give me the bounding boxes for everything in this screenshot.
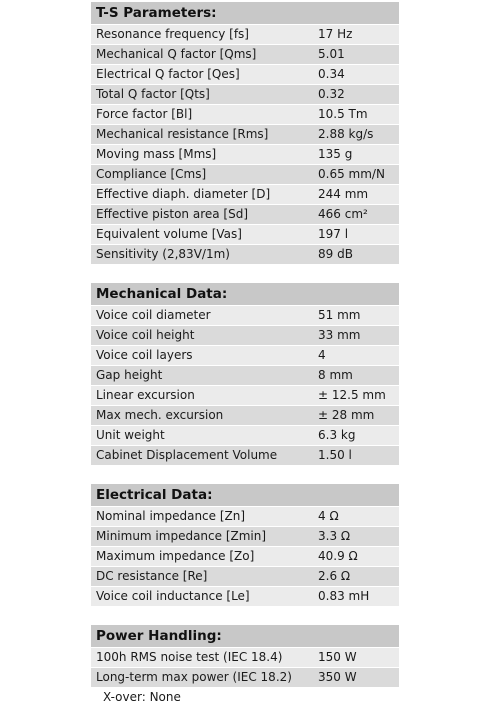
row-value: 51 mm bbox=[318, 308, 361, 322]
xover-note: X-over: None bbox=[103, 690, 181, 704]
row-value: 197 l bbox=[318, 227, 349, 241]
row-label: Compliance [Cms] bbox=[96, 167, 207, 181]
table-row bbox=[91, 306, 399, 326]
table-row bbox=[91, 406, 399, 426]
row-label: Resonance frequency [fs] bbox=[96, 27, 249, 41]
row-label: Voice coil inductance [Le] bbox=[96, 589, 250, 603]
section-title-power: Power Handling: bbox=[91, 625, 399, 648]
table-row bbox=[91, 45, 399, 65]
row-label: Nominal impedance [Zn] bbox=[96, 509, 246, 523]
spec-sheet bbox=[91, 2, 399, 707]
table-row bbox=[91, 205, 399, 225]
table-row bbox=[91, 245, 399, 265]
row-label: Minimum impedance [Zmin] bbox=[96, 529, 267, 543]
row-value: 4 bbox=[318, 348, 326, 362]
row-value: 0.65 mm/N bbox=[318, 167, 385, 181]
row-value: 0.32 bbox=[318, 87, 345, 101]
row-value: 33 mm bbox=[318, 328, 361, 342]
table-row bbox=[91, 326, 399, 346]
table-row bbox=[91, 648, 399, 668]
row-value: 17 Hz bbox=[318, 27, 353, 41]
row-label: Unit weight bbox=[96, 428, 165, 442]
row-value: 150 W bbox=[318, 650, 357, 664]
table-row bbox=[91, 185, 399, 205]
table-row bbox=[91, 366, 399, 386]
row-label: 100h RMS noise test (IEC 18.4) bbox=[96, 650, 283, 664]
row-label: Mechanical Q factor [Qms] bbox=[96, 47, 257, 61]
row-label: Equivalent volume [Vas] bbox=[96, 227, 242, 241]
row-value: 2.88 kg/s bbox=[318, 127, 374, 141]
row-value: 5.01 bbox=[318, 47, 345, 61]
table-row bbox=[91, 65, 399, 85]
table-row bbox=[91, 587, 399, 607]
table-row bbox=[91, 125, 399, 145]
table-row bbox=[91, 386, 399, 406]
section-title-ts: T-S Parameters: bbox=[91, 2, 399, 25]
section-title-mechanical: Mechanical Data: bbox=[91, 283, 399, 306]
row-value: 89 dB bbox=[318, 247, 353, 261]
row-value: 4 Ω bbox=[318, 509, 339, 523]
table-row bbox=[91, 85, 399, 105]
table-row bbox=[91, 426, 399, 446]
row-value: 0.83 mH bbox=[318, 589, 370, 603]
row-label: Voice coil diameter bbox=[96, 308, 211, 322]
row-value: 6.3 kg bbox=[318, 428, 356, 442]
table-row bbox=[91, 165, 399, 185]
row-label: DC resistance [Re] bbox=[96, 569, 208, 583]
section-title-electrical: Electrical Data: bbox=[91, 484, 399, 507]
row-label: Cabinet Displacement Volume bbox=[96, 448, 278, 462]
row-value: ± 28 mm bbox=[318, 408, 375, 422]
row-label: Effective diaph. diameter [D] bbox=[96, 187, 271, 201]
row-label: Voice coil height bbox=[96, 328, 195, 342]
row-label: Max mech. excursion bbox=[96, 408, 224, 422]
row-value: 466 cm² bbox=[318, 207, 368, 221]
row-label: Mechanical resistance [Rms] bbox=[96, 127, 269, 141]
row-value: 8 mm bbox=[318, 368, 353, 382]
table-row bbox=[91, 507, 399, 527]
row-label: Linear excursion bbox=[96, 388, 195, 402]
table-row bbox=[91, 105, 399, 125]
power-handling-section bbox=[91, 625, 399, 707]
row-value: 350 W bbox=[318, 670, 357, 684]
row-value: 10.5 Tm bbox=[318, 107, 368, 121]
row-label: Sensitivity (2,83V/1m) bbox=[96, 247, 230, 261]
table-row bbox=[91, 446, 399, 466]
table-row bbox=[91, 527, 399, 547]
row-label: Electrical Q factor [Qes] bbox=[96, 67, 240, 81]
ts-parameters-section bbox=[91, 2, 399, 265]
row-value: 0.34 bbox=[318, 67, 345, 81]
table-row bbox=[91, 225, 399, 245]
row-value: 2.6 Ω bbox=[318, 569, 351, 583]
mechanical-data-section bbox=[91, 283, 399, 466]
table-row bbox=[91, 668, 399, 688]
row-label: Effective piston area [Sd] bbox=[96, 207, 249, 221]
row-value: 1.50 l bbox=[318, 448, 352, 462]
row-value: 3.3 Ω bbox=[318, 529, 351, 543]
table-row bbox=[91, 567, 399, 587]
row-label: Voice coil layers bbox=[96, 348, 193, 362]
electrical-data-section bbox=[91, 484, 399, 607]
table-row bbox=[91, 346, 399, 366]
row-label: Gap height bbox=[96, 368, 163, 382]
row-label: Total Q factor [Qts] bbox=[96, 87, 210, 101]
table-row bbox=[91, 145, 399, 165]
row-label: Force factor [Bl] bbox=[96, 107, 193, 121]
row-value: 244 mm bbox=[318, 187, 369, 201]
row-value: 40.9 Ω bbox=[318, 549, 358, 563]
row-value: ± 12.5 mm bbox=[318, 388, 386, 402]
row-label: Long-term max power (IEC 18.2) bbox=[96, 670, 292, 684]
table-row bbox=[91, 25, 399, 45]
row-value: 135 g bbox=[318, 147, 353, 161]
row-label: Moving mass [Mms] bbox=[96, 147, 217, 161]
table-row bbox=[91, 547, 399, 567]
row-label: Maximum impedance [Zo] bbox=[96, 549, 255, 563]
